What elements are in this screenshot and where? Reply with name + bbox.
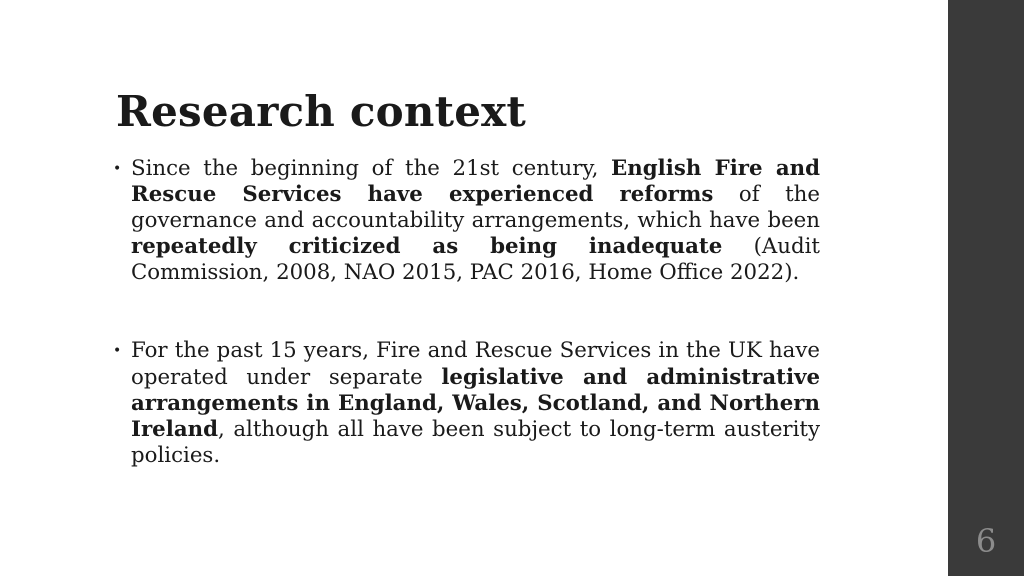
bullet-2-text-2: , although all have been subject to long-term austerity policies.	[131, 416, 820, 468]
bullet-1-bold-1: English Fire and Rescue Services have experienced reforms	[131, 156, 821, 208]
bullet-dot-icon: •	[113, 343, 122, 360]
bullet-2-text-1: For the past 15 years, Fire and Rescue Services in the UK have operated under separate	[131, 338, 820, 390]
bullet-1-text-2: of the governance and accountability arrangements, which have been	[131, 182, 820, 234]
bullet-1-text-3: (Audit Commission, 2008, NAO 2015, PAC 2016, Home Office 2022).	[131, 234, 820, 286]
bullet-2-bold-1: legislative and administrative arrangements in England, Wales, Scotland, and Northern Ireland	[131, 364, 820, 442]
slide-title: Research context	[116, 87, 526, 136]
bullet-item-2	[112, 338, 820, 468]
bullet-1-bold-2: repeatedly criticized as being inadequate	[131, 234, 723, 260]
slide-number: 6	[975, 522, 997, 560]
bullet-1-text-1: Since the beginning of the 21st century,	[131, 156, 612, 181]
bullet-item-1	[112, 156, 820, 286]
side-bar	[948, 0, 1024, 576]
bullet-dot-icon: •	[113, 161, 122, 177]
bullet-list	[112, 156, 820, 469]
